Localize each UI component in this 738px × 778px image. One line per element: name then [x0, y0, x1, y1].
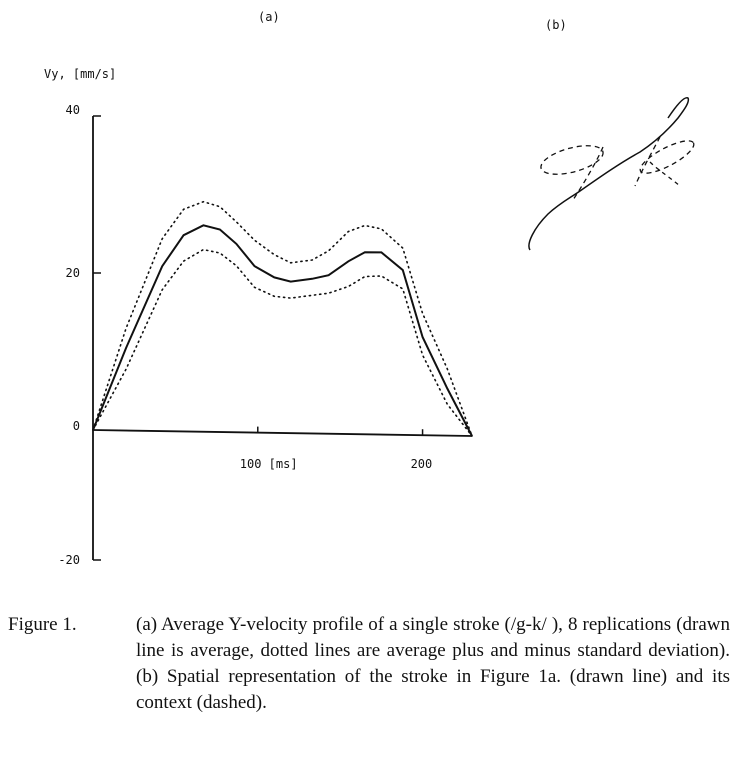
context-loop-k: [636, 135, 697, 179]
context-stroke-k-leg: [650, 162, 680, 186]
y-axis-label: Vy, [mm/s]: [44, 67, 117, 81]
x-tick-label: 200: [410, 457, 433, 471]
panel-b-label: (b): [545, 18, 567, 32]
y-tick-label: 20: [65, 266, 80, 280]
x-axis-line: [93, 430, 472, 436]
x-tick-label: 100 [ms]: [239, 457, 298, 471]
caption-text: (a) Average Y-velocity profile of a single stroke (/g-k/ ), 8 replications (drawn line is average, dotted lines are average plus and minus standard deviation). (b) Spatial representation of the stroke in Figure 1a. (drawn line) and its context (dashed).: [136, 614, 730, 713]
stroke-trajectory-panel: [529, 98, 698, 250]
series-line-average: [93, 225, 472, 436]
panel-a-label: (a): [258, 10, 280, 24]
caption-figure-number: Figure 1.: [8, 614, 77, 635]
context-stroke-k-stem: [635, 137, 660, 186]
y-tick-label: 40: [65, 103, 80, 117]
context-loop-g: [538, 140, 606, 180]
series-line-minus-sd: [93, 250, 472, 436]
chart-marks: [58, 103, 472, 567]
y-tick-label: 0: [72, 419, 80, 433]
y-tick-label: -20: [58, 553, 80, 567]
